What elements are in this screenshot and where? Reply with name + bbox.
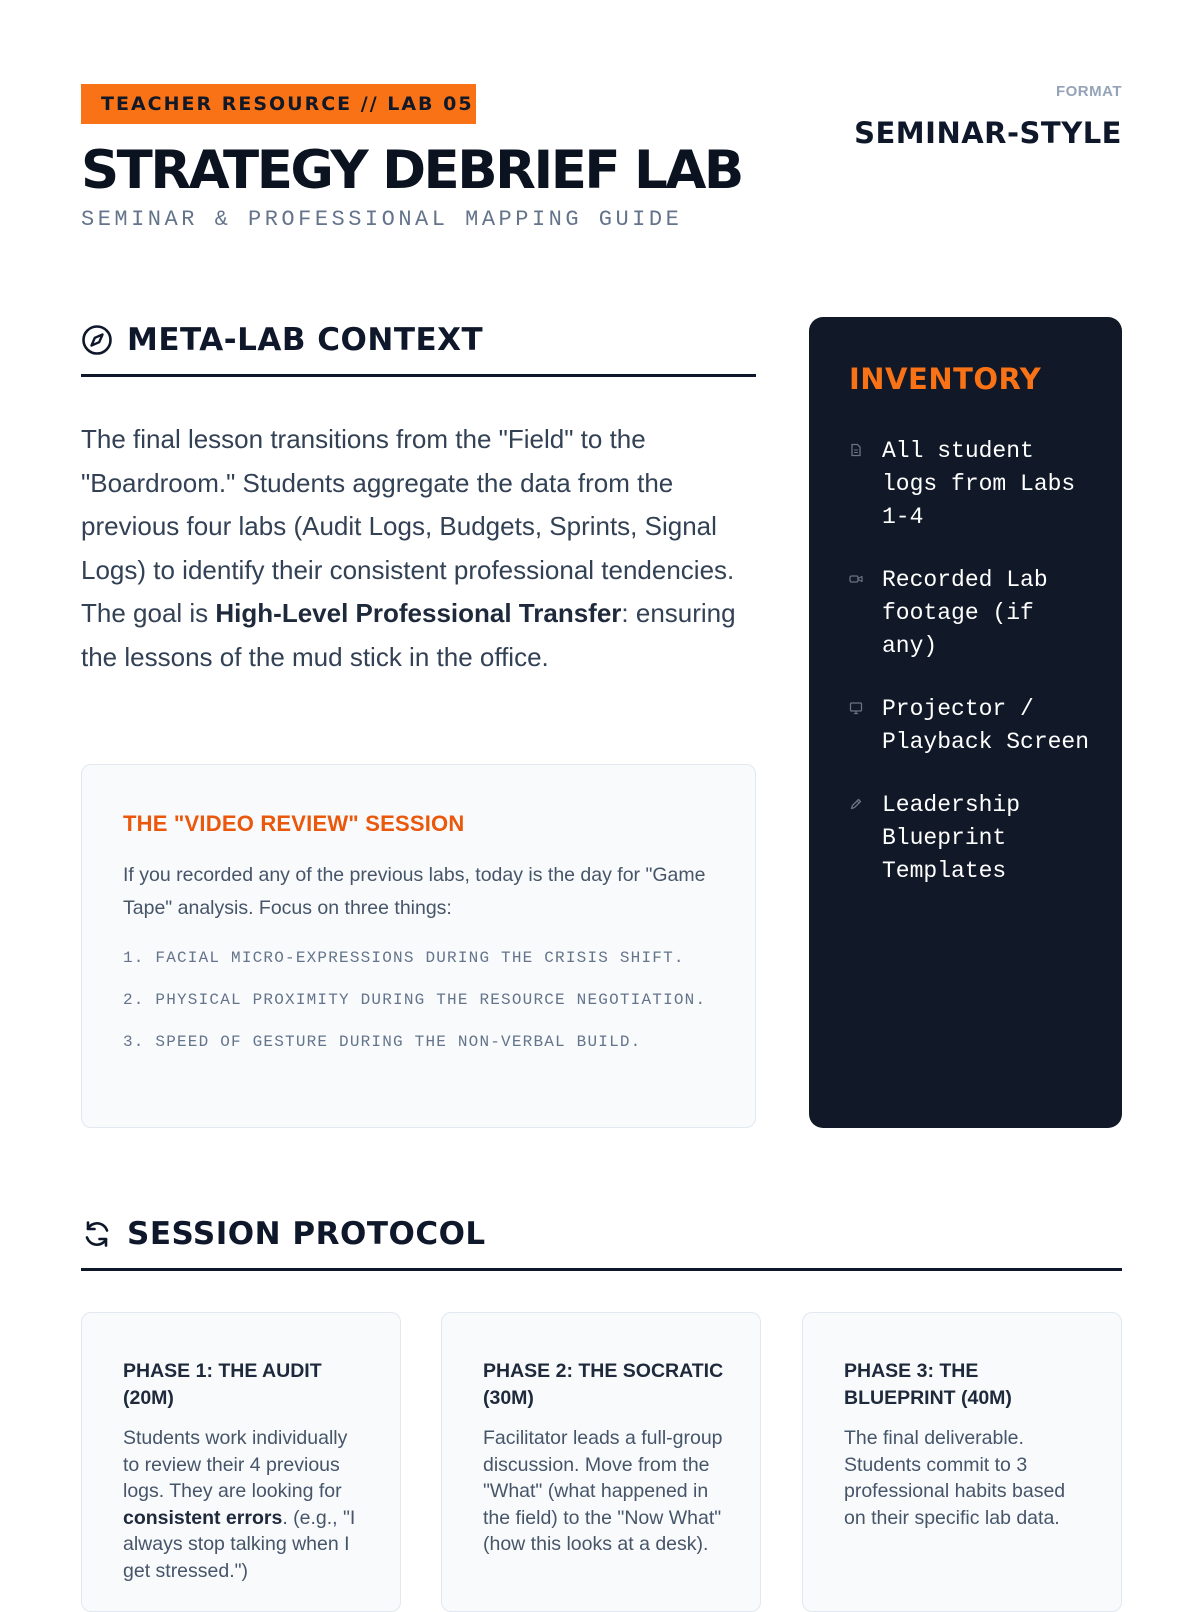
- inventory-item: [849, 789, 1092, 888]
- video-camera-icon: [849, 572, 863, 586]
- inventory-item-label: Leadership Blueprint Templates: [882, 792, 1021, 884]
- monitor-icon: [849, 701, 863, 715]
- inventory-item-label: All student logs from Labs 1-4: [882, 438, 1076, 530]
- phase-card-blueprint: [802, 1312, 1122, 1612]
- inventory-item-label: Recorded Lab footage (if any): [882, 567, 1048, 659]
- phase-card-socratic: [441, 1312, 761, 1612]
- meta-lab-section-header: [81, 320, 756, 377]
- inventory-list: [849, 435, 1092, 888]
- video-review-body: If you recorded any of the previous labs, today is the day for "Game Tape" analysis. Focus on three things:: [123, 864, 706, 919]
- inventory-item: [849, 435, 1092, 534]
- phase-body-start: Students work individually to review their 4 previous logs. They are looking for: [123, 1427, 348, 1502]
- phase-body: [123, 1425, 364, 1584]
- list-item: 2. PHYSICAL PROXIMITY DURING THE RESOURCE NEGOTIATION.: [123, 991, 707, 1009]
- intro-paragraph: [81, 418, 763, 679]
- phase-body: The final deliverable. Students commit to 3 professional habits based on their specific lab data.: [844, 1427, 1066, 1529]
- phase-body-end: . (e.g., "I always stop talking when I get stressed."): [123, 1506, 356, 1582]
- video-review-list: [123, 945, 715, 1056]
- page-subtitle: SEMINAR & PROFESSIONAL MAPPING GUIDE: [81, 207, 683, 232]
- inventory-item: [849, 564, 1092, 663]
- inventory-panel: [809, 317, 1122, 1128]
- phase-body-emphasis: consistent errors: [123, 1506, 283, 1529]
- meta-lab-heading: META-LAB CONTEXT: [127, 322, 484, 358]
- phase-card-audit: [81, 1312, 401, 1612]
- session-protocol-heading: SESSION PROTOCOL: [127, 1216, 486, 1252]
- video-review-title: THE "VIDEO REVIEW" SESSION: [123, 811, 465, 836]
- refresh-icon: [81, 1218, 113, 1250]
- inventory-item-label: Projector / Playback Screen: [882, 696, 1090, 755]
- format-label: FORMAT: [1055, 83, 1122, 100]
- session-protocol-section-header: [81, 1214, 1122, 1271]
- inventory-title: INVENTORY: [849, 362, 1042, 396]
- list-item: 1. FACIAL MICRO-EXPRESSIONS DURING THE CRISIS SHIFT.: [123, 949, 685, 967]
- video-review-box: [81, 764, 756, 1128]
- phase-title: PHASE 3: THE BLUEPRINT (40M): [844, 1360, 1012, 1409]
- page: [81, 0, 1122, 1600]
- intro-text-end: : ensuring the lessons of the mud stick in the office.: [81, 598, 736, 672]
- compass-icon: [81, 324, 113, 356]
- phase-body: Facilitator leads a full-group discussion. Move from the "What" (what happened in the field) to the "Now What" (how this looks at a desk).: [483, 1427, 723, 1555]
- phase-title: PHASE 1: THE AUDIT (20M): [123, 1360, 322, 1409]
- page-title: STRATEGY DEBRIEF LAB: [81, 140, 742, 201]
- inventory-item: [849, 693, 1092, 759]
- list-item: 3. SPEED OF GESTURE DURING THE NON-VERBAL BUILD.: [123, 1033, 642, 1051]
- intro-text-emphasis: High-Level Professional Transfer: [215, 598, 622, 628]
- pencil-icon: [849, 797, 863, 811]
- intro-text-start: The final lesson transitions from the "Field" to the "Boardroom." Students aggregate the data from the previous four labs (Audit Logs, Budgets, Sprints, Signal Logs) to identify their consistent professional tendencies. The goal is: [81, 424, 735, 628]
- format-value: SEMINAR-STYLE: [854, 116, 1122, 150]
- phase-title: PHASE 2: THE SOCRATIC (30M): [483, 1360, 724, 1409]
- resource-badge: TEACHER RESOURCE // LAB 05: [81, 84, 476, 124]
- document-icon: [849, 443, 863, 457]
